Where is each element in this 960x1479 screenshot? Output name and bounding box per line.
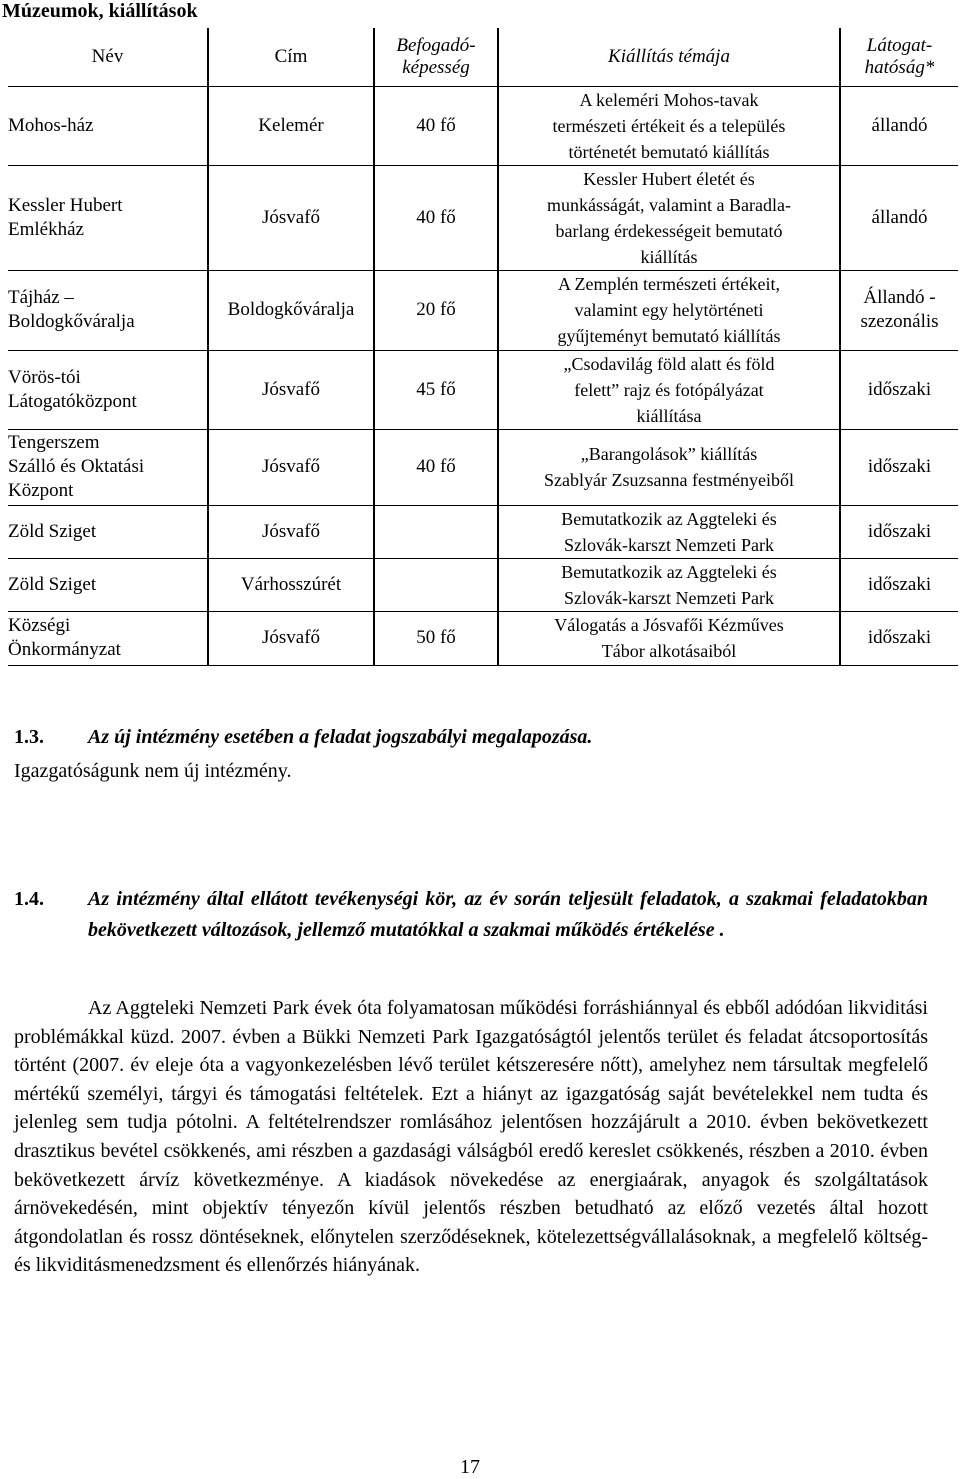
cell-visitability-line: állandó xyxy=(871,206,928,228)
cell-theme-line: gyűjteményt bemutató kiállítás xyxy=(557,326,781,346)
cell-theme xyxy=(498,611,840,665)
cell-theme-line: Kessler Hubert életét és xyxy=(583,168,755,189)
cell-capacity: 50 fő xyxy=(374,611,498,665)
cell-theme xyxy=(498,350,840,429)
cell-name-line: Mohos-ház xyxy=(8,114,94,136)
cell-address: Kelemér xyxy=(208,86,374,165)
cell-theme-line: kiállítása xyxy=(636,405,702,426)
cell-theme xyxy=(498,558,840,611)
section-1-4-title: Az intézmény által ellátott tevékenységi kör, az év során teljesült feladatok, a szakmai feladatokban bekövetkezett változások, jellemző mutatókkal a szakmai működés értékelése . xyxy=(88,888,928,941)
cell-visitability-line: időszaki xyxy=(867,520,932,542)
section-1-4-paragraph: Az Aggteleki Nemzeti Park évek óta folyamatosan működési forráshiánnyal és ebből adódóan likviditási problémákkal küzd. 2007. évben a Bükki Nemzeti Park Igazgatóságtól jelentős terület és feladat átcsoportosítás történt (2007. év eleje óta a vagyonkezelésben lévő terület kétszeresére nőtt), amelyhez nem társultak megfelelő mértékű személyi, tárgyi és támogatási feltételek. Ezt a hiányt az igazgatóság saját bevételekkel nem tudta és jelenleg sem tudja pótolni. A feltételrendszer romlásához jelentősen hozzájárult a 2010. évben bekövetkezett drasztikus bevétel csökkenés, ami részben a gazdasági válságból eredő kereslet csökkenés, részben a 2010. évben bekövetkezett árvíz következménye. A kiadások növekedése az energiaárak, anyagok és szolgáltatások árnövekedésén, mint objektív tényezőn kívül jelentős részben betudható az előző vezetés által hozott átgondolatlan és rossz döntéseknek, előnytelen szerződéseknek, kötelezettségvállalásoknak, a megfelelő költség- és likviditásmenedzsment és ellenőrzés hiányának. xyxy=(14,997,928,1277)
cell-visitability-line: időszaki xyxy=(867,573,932,595)
cell-theme-line: munkásságát, valamint a Baradla- xyxy=(547,194,791,215)
cell-theme-line: Szablyár Zsuzsanna festményeiből xyxy=(544,470,794,490)
section-1-4-number: 1.4. xyxy=(14,888,44,910)
cell-capacity: 40 fő xyxy=(374,86,498,165)
cell-name-line: Központ xyxy=(8,480,74,501)
section-1-3-heading xyxy=(14,726,592,749)
table-row xyxy=(8,505,958,558)
cell-name-line: Látogatóközpont xyxy=(8,390,137,412)
header-capacity xyxy=(374,28,498,86)
cell-visitability xyxy=(840,165,958,270)
cell-theme-line: barlang érdekességeit bemutató xyxy=(555,220,783,241)
cell-theme-line: A keleméri Mohos-tavak xyxy=(579,89,759,110)
cell-theme-line: Bemutatkozik az Aggteleki és xyxy=(561,508,777,529)
cell-visitability xyxy=(840,611,958,665)
cell-name xyxy=(8,429,208,505)
cell-visitability xyxy=(840,270,958,350)
header-visitability xyxy=(840,28,958,86)
cell-theme-line: természeti értékeit és a település xyxy=(552,115,786,136)
table-row xyxy=(8,429,958,505)
cell-visitability-line: Állandó - xyxy=(863,287,936,308)
table-row xyxy=(8,350,958,429)
table-row xyxy=(8,270,958,350)
cell-theme-line: Szlovák-karszt Nemzeti Park xyxy=(564,587,774,608)
section-title: Múzeumok, kiállítások xyxy=(2,0,198,22)
table-row xyxy=(8,611,958,665)
cell-visitability xyxy=(840,350,958,429)
cell-name-line: Szálló és Oktatási xyxy=(8,456,145,477)
section-1-3-text: Igazgatóságunk nem új intézmény. xyxy=(14,760,292,782)
exhibitions-table xyxy=(8,28,958,666)
header-capacity-line1: Befogadó- xyxy=(396,34,476,56)
cell-name-line: Tájház – xyxy=(8,287,74,308)
cell-name xyxy=(8,86,208,165)
cell-capacity: 20 fő xyxy=(374,270,498,350)
section-1-3-title: Az új intézmény esetében a feladat jogszabályi megalapozása. xyxy=(88,726,593,748)
cell-theme-line: A Zemplén természeti értékeit, xyxy=(558,274,780,294)
cell-theme-line: „Csodavilág föld alatt és föld xyxy=(563,353,775,374)
cell-theme-line: „Barangolások” kiállítás xyxy=(580,444,758,464)
cell-name-line: Boldogkőváralja xyxy=(8,311,135,332)
cell-theme xyxy=(498,429,840,505)
cell-visitability xyxy=(840,558,958,611)
cell-name-line: Zöld Sziget xyxy=(8,573,97,595)
cell-visitability xyxy=(840,505,958,558)
cell-visitability-line: szezonális xyxy=(860,311,939,332)
header-name: Név xyxy=(91,45,124,67)
cell-name xyxy=(8,505,208,558)
table-body xyxy=(8,86,958,665)
cell-theme xyxy=(498,165,840,270)
cell-capacity: 40 fő xyxy=(374,429,498,505)
cell-name-line: Vörös-tói xyxy=(8,366,81,388)
cell-name-line: Községi xyxy=(8,615,71,636)
cell-name-line: Tengerszem xyxy=(8,432,100,453)
cell-address: Boldogkőváralja xyxy=(208,270,374,350)
cell-name xyxy=(8,350,208,429)
cell-name-line: Emlékház xyxy=(8,218,84,240)
header-address: Cím xyxy=(208,28,374,86)
cell-theme xyxy=(498,86,840,165)
cell-address: Jósvafő xyxy=(208,350,374,429)
cell-address: Várhosszúrét xyxy=(208,558,374,611)
section-1-4-heading xyxy=(14,884,928,946)
cell-theme-line: felett” rajz és fotópályázat xyxy=(574,379,764,400)
cell-address: Jósvafő xyxy=(208,429,374,505)
cell-theme-line: Bemutatkozik az Aggteleki és xyxy=(561,561,777,582)
cell-theme-line: kiállítás xyxy=(640,246,698,267)
cell-name-line: Zöld Sziget xyxy=(8,520,97,542)
cell-theme-line: Tábor alkotásaiból xyxy=(601,641,737,661)
cell-address: Jósvafő xyxy=(208,165,374,270)
cell-name xyxy=(8,611,208,665)
cell-theme-line: Válogatás a Jósvafői Kézműves xyxy=(554,615,784,635)
cell-visitability xyxy=(840,86,958,165)
cell-theme xyxy=(498,270,840,350)
header-visit-line2: hatóság* xyxy=(864,56,935,78)
cell-theme-line: valamint egy helytörténeti xyxy=(574,300,764,320)
cell-theme xyxy=(498,505,840,558)
cell-address: Jósvafő xyxy=(208,505,374,558)
cell-visitability xyxy=(840,429,958,505)
cell-capacity xyxy=(374,505,498,558)
cell-name xyxy=(8,558,208,611)
cell-name xyxy=(8,270,208,350)
cell-visitability-line: időszaki xyxy=(867,378,932,400)
cell-visitability-line: időszaki xyxy=(867,456,932,477)
cell-capacity: 40 fő xyxy=(374,165,498,270)
cell-visitability-line: időszaki xyxy=(867,627,932,648)
section-1-3-number: 1.3. xyxy=(14,726,44,748)
table-header-row xyxy=(8,28,958,86)
cell-address: Jósvafő xyxy=(208,611,374,665)
cell-theme-line: történetét bemutató kiállítás xyxy=(568,141,770,162)
cell-name-line: Önkormányzat xyxy=(8,639,121,660)
cell-name-line: Kessler Hubert xyxy=(8,194,123,216)
cell-visitability-line: állandó xyxy=(871,114,928,136)
cell-name xyxy=(8,165,208,270)
cell-theme-line: Szlovák-karszt Nemzeti Park xyxy=(564,534,774,555)
cell-capacity: 45 fő xyxy=(374,350,498,429)
table-row xyxy=(8,558,958,611)
header-capacity-line2: képesség xyxy=(402,56,470,78)
table-row xyxy=(8,86,958,165)
table-row xyxy=(8,165,958,270)
header-theme: Kiállítás témája xyxy=(498,28,840,86)
header-visit-line1: Látogat- xyxy=(866,34,933,56)
cell-capacity xyxy=(374,558,498,611)
page-number: 17 xyxy=(460,1456,480,1478)
